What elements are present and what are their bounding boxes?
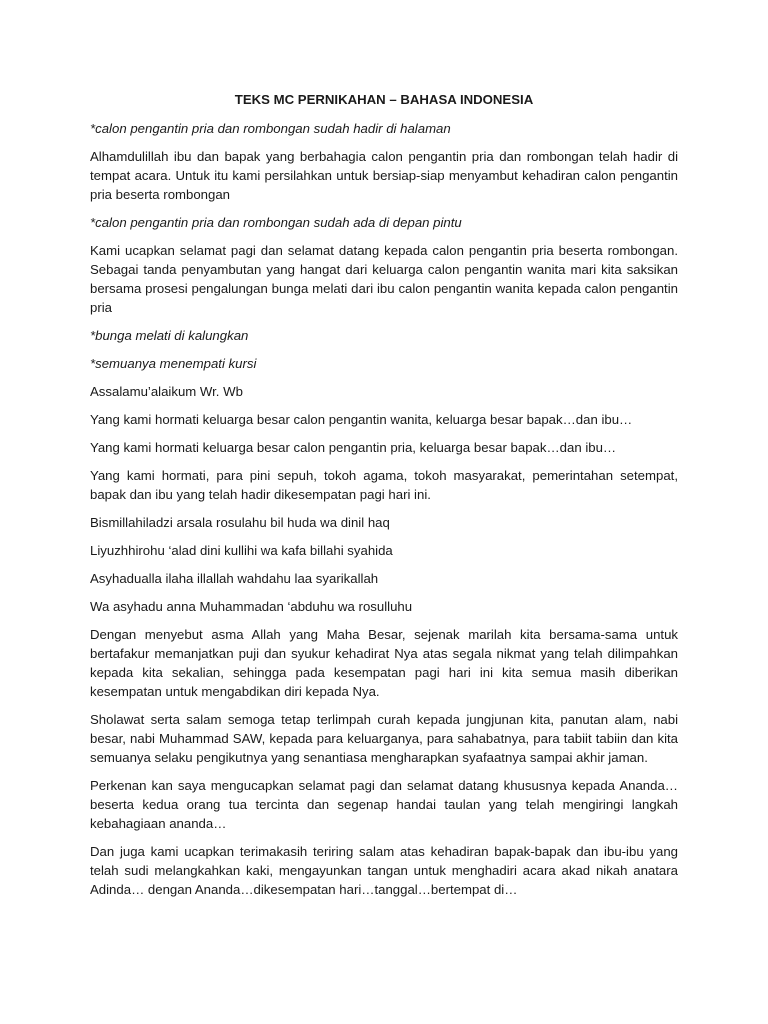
text-line: Wa asyhadu anna Muhammadan ‘abduhu wa rosulluhu xyxy=(90,599,413,614)
paragraph: Dan juga kami ucapkan terimakasih teriring salam atas kehadiran bapak-bapak dan ibu-ibu yang telah sudi melangkahkan kaki, mengayunkan tangan untuk menghadiri acara akad nikah anatara Adinda… dengan Ananda…dikesempatan hari…tanggal…bertempat di… xyxy=(90,844,678,897)
paragraph: Yang kami hormati, para pini sepuh, tokoh agama, tokoh masyarakat, pemerintahan setempat, bapak dan ibu yang telah hadir dikesempatan pagi hari ini. xyxy=(90,468,678,502)
stage-direction: *calon pengantin pria dan rombongan sudah ada di depan pintu xyxy=(90,215,462,230)
stage-direction: *calon pengantin pria dan rombongan sudah hadir di halaman xyxy=(90,121,451,136)
text-line: Yang kami hormati keluarga besar calon pengantin pria, keluarga besar bapak…dan ibu… xyxy=(90,440,617,455)
text-line: Yang kami hormati keluarga besar calon pengantin wanita, keluarga besar bapak…dan ibu… xyxy=(90,412,633,427)
text-line: Bismillahiladzi arsala rosulahu bil huda wa dinil haq xyxy=(90,515,390,530)
paragraph: Perkenan kan saya mengucapkan selamat pagi dan selamat datang khususnya kepada Ananda…beserta kedua orang tua tercinta dan segenap handai taulan yang telah mengiringi langkah kebahagiaan ananda… xyxy=(90,778,678,831)
text-line: Asyhadualla ilaha illallah wahdahu laa syarikallah xyxy=(90,571,379,586)
document-page xyxy=(90,90,678,908)
paragraph: Sholawat serta salam semoga tetap terlimpah curah kepada jungjunan kita, panutan alam, nabi besar, nabi Muhammad SAW, kepada para keluarganya, para sahabatnya, para tabiit tabiin dan kita semuanya selaku pengikutnya yang senantiasa mengharapkan syafaatnya sampai akhir jaman. xyxy=(90,712,678,765)
text-line: Liyuzhhirohu ‘alad dini kullihi wa kafa billahi syahida xyxy=(90,543,393,558)
paragraph: Kami ucapkan selamat pagi dan selamat datang kepada calon pengantin pria beserta rombongan. Sebagai tanda penyambutan yang hangat dari keluarga calon pengantin wanita mari kita saksikan bersama prosesi pengalungan bunga melati dari ibu calon pengantin wanita kepada calon pengantin pria xyxy=(90,243,678,315)
stage-direction: *semuanya menempati kursi xyxy=(90,356,257,371)
document-title: TEKS MC PERNIKAHAN – BAHASA INDONESIA xyxy=(234,92,534,107)
paragraph: Dengan menyebut asma Allah yang Maha Besar, sejenak marilah kita bersama-sama untuk bertafakur memanjatkan puji dan syukur kehadirat Nya atas segala nikmat yang telah dilimpahkan kepada kita sekalian, sehingga pada kesempatan pagi hari ini kita semua masih diberikan kesempatan untuk mengabdikan diri kepada Nya. xyxy=(90,627,678,699)
paragraph: Alhamdulillah ibu dan bapak yang berbahagia calon pengantin pria dan rombongan telah hadir di tempat acara. Untuk itu kami persilahkan untuk bersiap-siap menyambut kehadiran calon pengantin pria beserta rombongan xyxy=(90,149,678,202)
stage-direction: *bunga melati di kalungkan xyxy=(90,328,249,343)
greeting-line: Assalamu’alaikum Wr. Wb xyxy=(90,384,243,399)
